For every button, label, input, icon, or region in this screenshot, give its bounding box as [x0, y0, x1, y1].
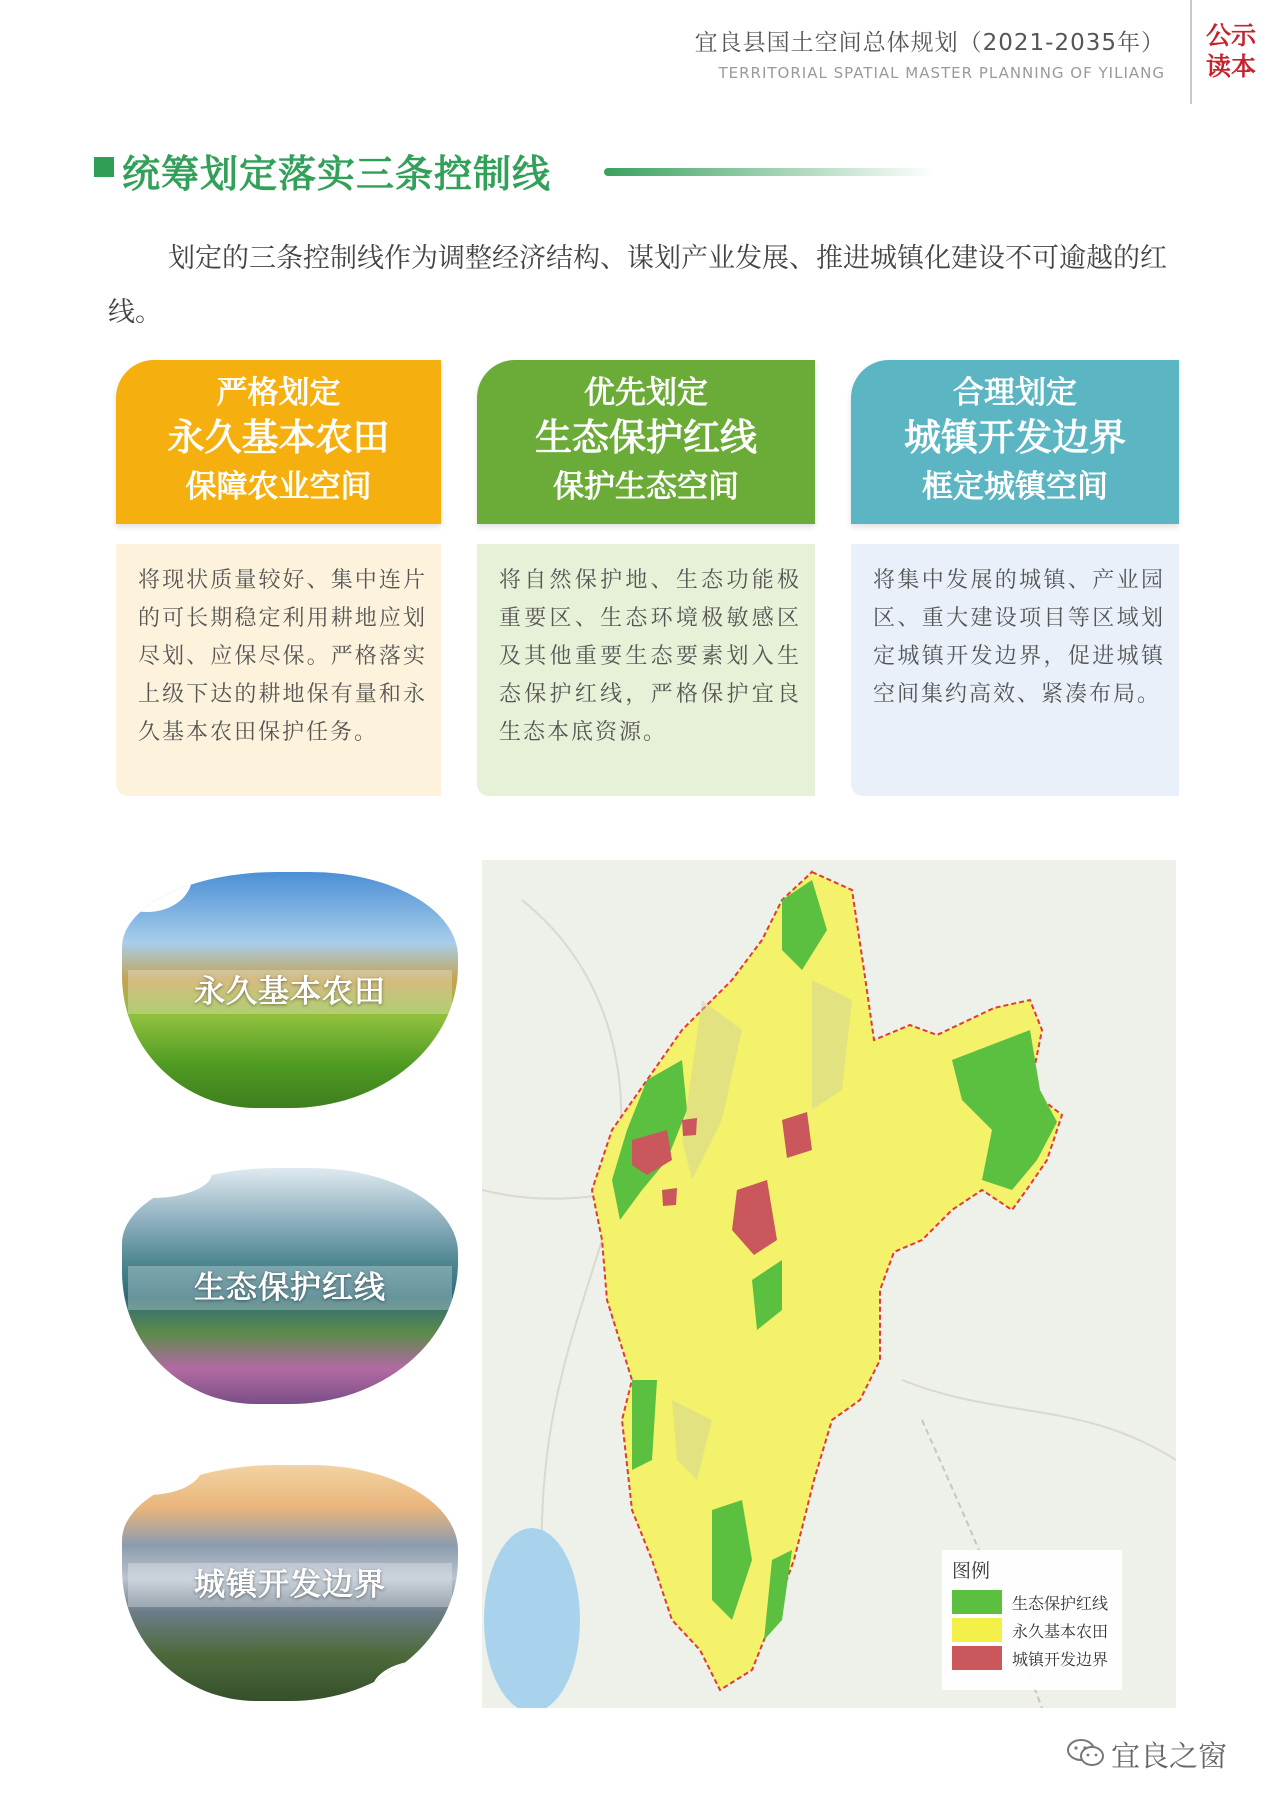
document-subtitle: TERRITORIAL SPATIAL MASTER PLANNING OF YILIANG: [718, 64, 1165, 82]
urban-zone-north: [782, 1112, 812, 1158]
card-farmland-body: 将现状质量较好、集中连片的可长期稳定利用耕地应划尽划、应保尽保。严格落实上级下达的耕地保有量和永久基本农田保护任务。: [116, 544, 441, 796]
card-ecology-line1: 优先划定: [584, 375, 708, 411]
legend-item-urban: [952, 1646, 1120, 1670]
card-farmland-line2: 永久基本农田: [167, 416, 390, 459]
section-title-underline: [604, 168, 934, 176]
legend-swatch-eco: [952, 1590, 1002, 1614]
legend-swatch-urban: [952, 1646, 1002, 1670]
legend-swatch-farmland: [952, 1618, 1002, 1642]
card-farmland-line1: 严格划定: [216, 375, 341, 411]
map-lake: [484, 1528, 580, 1708]
card-ecology-line3: 保护生态空间: [553, 469, 739, 505]
badge-line-2: 读本: [1206, 52, 1257, 81]
legend-label-eco: 生态保护红线: [1012, 1594, 1109, 1613]
card-farmland-header: [116, 360, 441, 524]
card-farmland-line3: 保障农业空间: [185, 469, 372, 505]
urban-zone-small-2: [662, 1188, 677, 1206]
farmland-photo: [122, 872, 458, 1108]
header-divider: [1190, 0, 1192, 104]
ecology-photo: [122, 1168, 458, 1404]
card-ecology-header: [477, 360, 815, 524]
card-ecology-body: 将自然保护地、生态功能极重要区、生态环境极敏感区及其他重要生态要素划入生态保护红线，严格保护宜良生态本底资源。: [477, 544, 815, 796]
card-urban-line3: 框定城镇空间: [922, 469, 1108, 505]
badge-line-1: 公示: [1206, 21, 1257, 50]
card-urban-body: 将集中发展的城镇、产业园区、重大建设项目等区域划定城镇开发边界，促进城镇空间集约高效、紧凑布局。: [851, 544, 1179, 796]
section-title: 统筹划定落实三条控制线: [122, 151, 552, 196]
control-lines-map: [482, 860, 1176, 1708]
card-urban-line2: 城镇开发边界: [904, 416, 1126, 459]
legend-item-eco: [952, 1590, 1120, 1614]
urban-zone-small-1: [682, 1118, 697, 1136]
public-reading-badge: [1206, 20, 1266, 82]
legend-label-urban: 城镇开发边界: [1012, 1650, 1109, 1669]
document-title: 宜良县国土空间总体规划（2021-2035年）: [694, 30, 1165, 56]
section-bullet-icon: [94, 157, 114, 177]
urban-photo: [122, 1465, 458, 1701]
legend-title: 图例: [952, 1560, 991, 1582]
legend-item-farmland: [952, 1618, 1120, 1642]
card-urban-header: [851, 360, 1179, 524]
card-ecology-line2: 生态保护红线: [535, 416, 757, 459]
farmland-photo-label: 永久基本农田: [128, 970, 452, 1014]
wechat-icon: [1066, 1738, 1106, 1768]
ecology-photo-label: 生态保护红线: [128, 1266, 452, 1310]
wechat-account-name: 宜良之窗: [1111, 1739, 1228, 1773]
legend-label-farmland: 永久基本农田: [1012, 1622, 1109, 1641]
section-intro: 划定的三条控制线作为调整经济结构、谋划产业发展、推进城镇化建设不可逾越的红线。: [108, 243, 1167, 328]
card-urban-line1: 合理划定: [953, 375, 1077, 411]
urban-photo-label: 城镇开发边界: [128, 1563, 452, 1607]
map-legend: [942, 1550, 1122, 1690]
